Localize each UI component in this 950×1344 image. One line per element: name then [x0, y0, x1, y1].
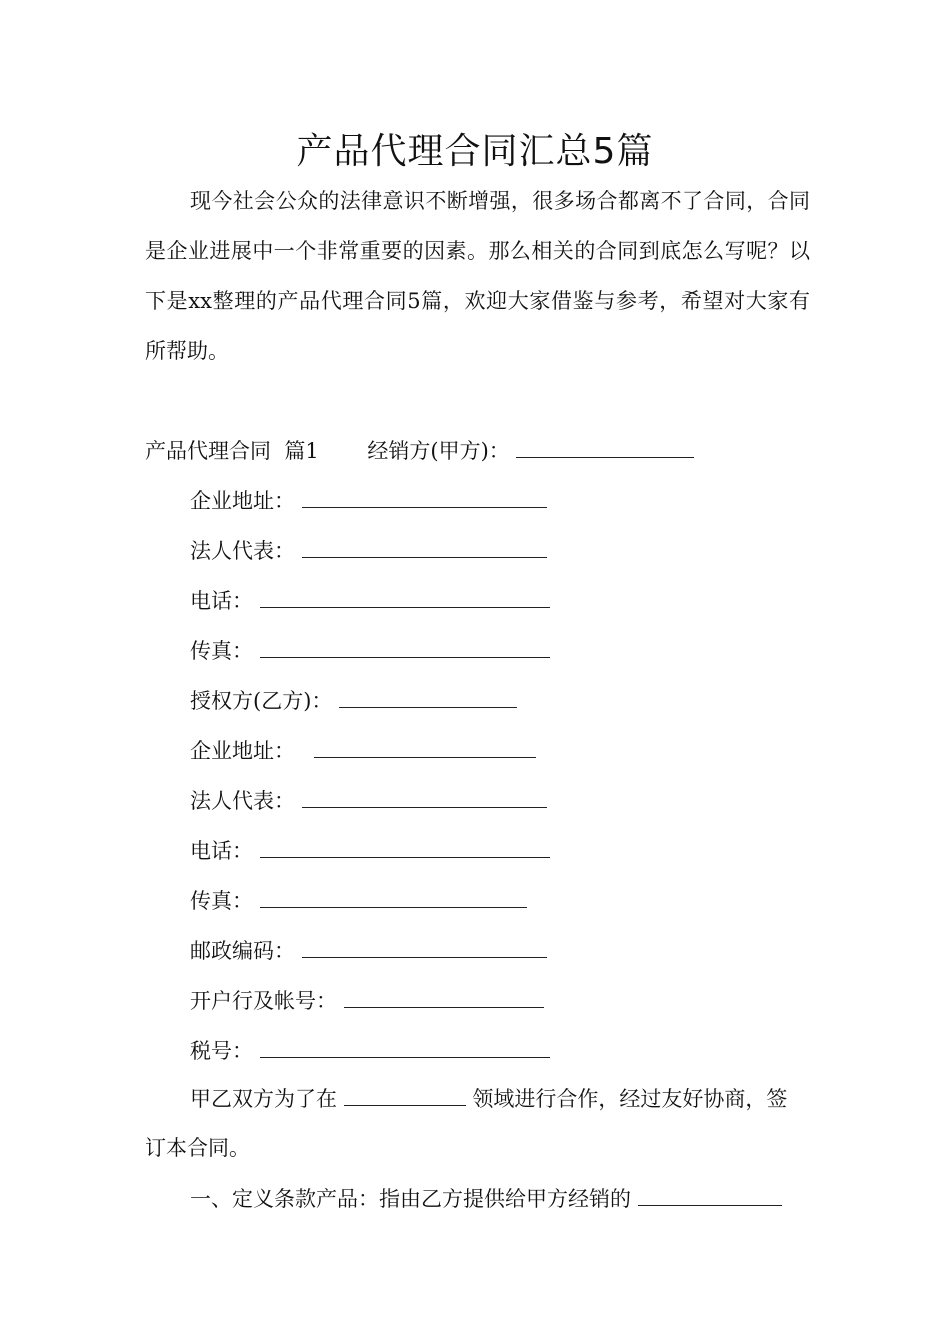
agreement-prefix: 甲乙双方为了在 — [190, 1087, 337, 1111]
party-b-legal-rep-blank — [302, 785, 547, 808]
clause-1-line — [190, 1183, 782, 1214]
section-heading: 产品代理合同 篇1 — [145, 439, 319, 463]
party-a-fax-row — [190, 635, 550, 666]
section-heading-line — [145, 435, 694, 466]
party-b-postcode-label: 邮政编码： — [190, 939, 295, 963]
party-b-fax-row — [190, 885, 527, 916]
agreement-line — [190, 1083, 787, 1114]
party-a-blank — [516, 435, 694, 458]
party-a-fax-blank — [260, 635, 550, 658]
agreement-cont: 订本合同。 — [145, 1136, 250, 1160]
party-b-tax-row — [190, 1035, 550, 1066]
party-a-phone-row — [190, 585, 550, 616]
party-b-legal-rep-label: 法人代表： — [190, 789, 295, 813]
agreement-field-blank — [344, 1083, 466, 1106]
party-a-label: 经销方(甲方)： — [367, 439, 510, 463]
party-a-fax-label: 传真： — [190, 639, 253, 663]
party-b-bank-blank — [344, 985, 544, 1008]
party-b-bank-row — [190, 985, 544, 1016]
agreement-continuation — [145, 1133, 250, 1163]
party-a-legal-rep-blank — [302, 535, 547, 558]
party-a-legal-rep-label: 法人代表： — [190, 539, 295, 563]
party-a-address-blank — [302, 485, 547, 508]
intro-paragraph: 现今社会公众的法律意识不断增强，很多场合都离不了合同，合同是企业进展中一个非常重要的因素。那么相关的合同到底怎么写呢？以下是xx整理的产品代理合同5篇，欢迎大家借鉴与参考，希望对大家有所帮助。 — [145, 189, 810, 363]
clause-1-blank — [638, 1183, 782, 1206]
party-a-address-row — [190, 485, 547, 516]
party-b-phone-row — [190, 835, 550, 866]
party-a-address-label: 企业地址： — [190, 489, 295, 513]
party-b-bank-label: 开户行及帐号： — [190, 989, 337, 1013]
clause-1-text: 一、定义条款产品：指由乙方提供给甲方经销的 — [190, 1187, 631, 1211]
party-b-legal-rep-row — [190, 785, 547, 816]
party-a-phone-label: 电话： — [190, 589, 253, 613]
document-title: 产品代理合同汇总5篇 — [296, 131, 654, 172]
party-b-address-row — [190, 735, 536, 766]
party-b-postcode-blank — [302, 935, 547, 958]
party-b-phone-label: 电话： — [190, 839, 253, 863]
party-b-blank — [339, 685, 517, 708]
party-b-address-blank — [314, 735, 536, 758]
party-b-phone-blank — [260, 835, 550, 858]
party-b-row — [190, 685, 517, 716]
party-b-tax-label: 税号： — [190, 1039, 253, 1063]
party-a-phone-blank — [260, 585, 550, 608]
party-b-tax-blank — [260, 1035, 550, 1058]
party-b-postcode-row — [190, 935, 547, 966]
agreement-suffix: 领域进行合作，经过友好协商，签 — [472, 1087, 788, 1111]
party-b-fax-blank — [260, 885, 527, 908]
party-a-legal-rep-row — [190, 535, 547, 566]
party-b-address-label: 企业地址： — [190, 739, 295, 763]
party-b-label: 授权方(乙方)： — [190, 689, 333, 713]
party-b-fax-label: 传真： — [190, 889, 253, 913]
